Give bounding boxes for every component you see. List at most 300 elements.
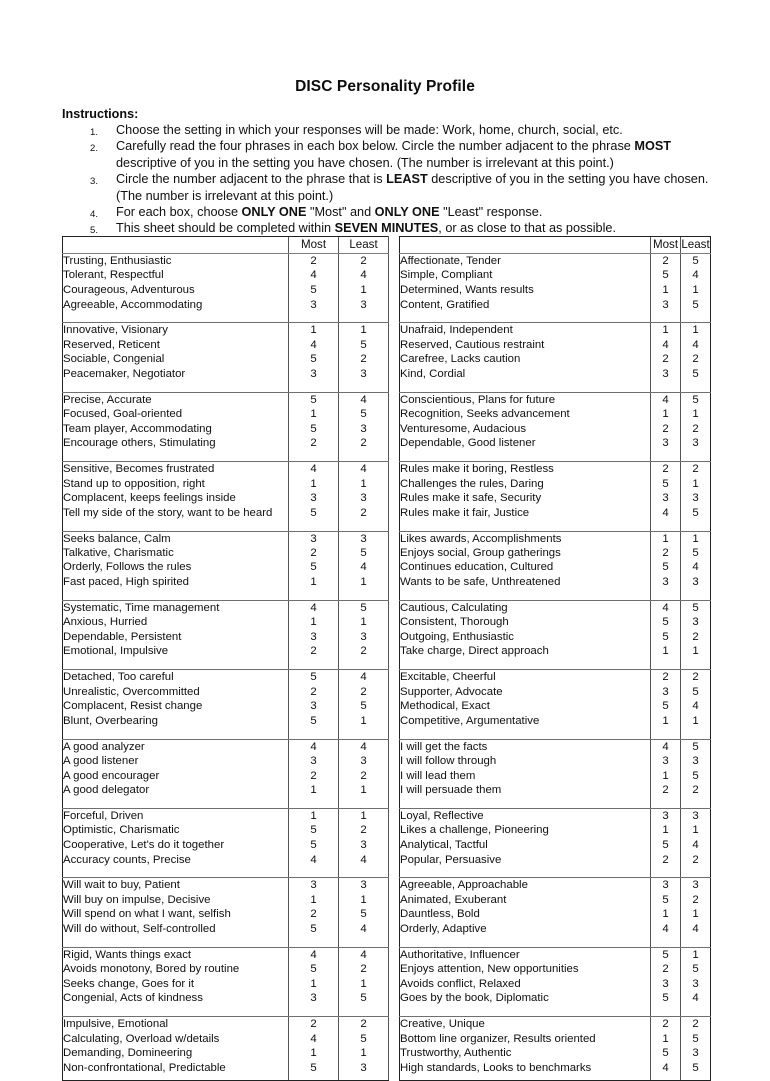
sep-most-right <box>651 589 681 600</box>
most-value-right: 2 <box>651 546 681 561</box>
table-row[interactable] <box>63 283 711 298</box>
row-gap <box>389 407 400 422</box>
least-value-right: 5 <box>681 1060 711 1075</box>
most-value-right: 5 <box>651 892 681 907</box>
sep-gap <box>389 936 400 947</box>
phrase-right: Continues education, Cultured <box>400 560 651 575</box>
least-value-right: 3 <box>681 436 711 451</box>
sep-least-right <box>681 520 711 531</box>
phrase-right: Rules make it safe, Security <box>400 491 651 506</box>
row-gap <box>389 1046 400 1061</box>
table-row[interactable] <box>63 768 711 783</box>
least-value-right: 4 <box>681 337 711 352</box>
table-row[interactable] <box>63 1060 711 1075</box>
phrase-left: Optimistic, Charismatic <box>63 823 289 838</box>
row-gap <box>389 254 400 269</box>
sep-right <box>400 589 651 600</box>
phrase-left: Unrealistic, Overcommitted <box>63 684 289 699</box>
table-row[interactable] <box>63 367 711 382</box>
row-gap <box>389 476 400 491</box>
most-value-right: 5 <box>651 630 681 645</box>
sep-most-right <box>651 936 681 947</box>
phrase-left: Encourage others, Stimulating <box>63 436 289 451</box>
table-row[interactable] <box>63 739 711 754</box>
least-value-left: 1 <box>339 323 389 338</box>
least-value-right: 5 <box>681 1031 711 1046</box>
row-gap <box>389 838 400 853</box>
phrase-left: Team player, Accommodating <box>63 421 289 436</box>
least-value-right: 1 <box>681 531 711 546</box>
group-separator <box>63 1006 711 1017</box>
least-value-right: 2 <box>681 783 711 798</box>
row-gap <box>389 283 400 298</box>
table-row[interactable] <box>63 600 711 615</box>
phrase-right: Outgoing, Enthusiastic <box>400 630 651 645</box>
row-gap <box>389 768 400 783</box>
sep-left <box>63 798 289 809</box>
sep-most-left <box>289 312 339 323</box>
most-value-right: 1 <box>651 1031 681 1046</box>
least-value-right: 4 <box>681 922 711 937</box>
phrase-right: Bottom line organizer, Results oriented <box>400 1031 651 1046</box>
sep-most-right <box>651 728 681 739</box>
sep-right <box>400 936 651 947</box>
most-value-right: 2 <box>651 783 681 798</box>
least-value-left: 4 <box>339 268 389 283</box>
row-gap <box>389 615 400 630</box>
phrase-left: Calculating, Overload w/details <box>63 1031 289 1046</box>
most-value-left: 1 <box>289 1046 339 1061</box>
row-gap <box>389 644 400 659</box>
phrase-left: Rigid, Wants things exact <box>63 947 289 962</box>
table-row[interactable] <box>63 783 711 798</box>
most-value-left: 1 <box>289 476 339 491</box>
most-value-right: 3 <box>651 976 681 991</box>
phrase-right: Affectionate, Tender <box>400 254 651 269</box>
phrase-left: Cooperative, Let's do it together <box>63 838 289 853</box>
phrase-right: Avoids conflict, Relaxed <box>400 976 651 991</box>
table-row[interactable] <box>63 615 711 630</box>
assessment-table-wrapper <box>62 236 710 1081</box>
phrase-left: Seeks change, Goes for it <box>63 976 289 991</box>
least-value-left: 1 <box>339 283 389 298</box>
phrase-left: Non-confrontational, Predictable <box>63 1060 289 1075</box>
most-value-right: 5 <box>651 838 681 853</box>
phrase-right: Content, Gratified <box>400 297 651 312</box>
table-row[interactable] <box>63 392 711 407</box>
phrase-right: Rules make it boring, Restless <box>400 462 651 477</box>
least-value-left: 3 <box>339 630 389 645</box>
most-value-right: 1 <box>651 644 681 659</box>
phrase-left: Complacent, keeps feelings inside <box>63 491 289 506</box>
row-gap <box>389 991 400 1006</box>
table-row[interactable] <box>63 268 711 283</box>
phrase-right: Authoritative, Influencer <box>400 947 651 962</box>
least-value-left: 5 <box>339 991 389 1006</box>
instruction-item-4: For each box, choose ONLY ONE "Most" and ONLY ONE "Least" response. <box>116 205 543 220</box>
row-gap <box>389 491 400 506</box>
least-value-right: 2 <box>681 630 711 645</box>
least-value-right: 5 <box>681 768 711 783</box>
least-value-left: 4 <box>339 852 389 867</box>
least-value-right: 3 <box>681 754 711 769</box>
most-value-left: 2 <box>289 436 339 451</box>
header-most-left: Most <box>289 237 339 254</box>
most-value-left: 5 <box>289 560 339 575</box>
sep-right <box>400 520 651 531</box>
least-value-right: 2 <box>681 352 711 367</box>
table-row[interactable] <box>63 491 711 506</box>
table-row[interactable] <box>63 630 711 645</box>
table-row[interactable] <box>63 462 711 477</box>
sep-most-right <box>651 520 681 531</box>
sep-gap <box>389 381 400 392</box>
most-value-left: 5 <box>289 922 339 937</box>
most-value-left: 2 <box>289 907 339 922</box>
phrase-left: Demanding, Domineering <box>63 1046 289 1061</box>
phrase-right: Loyal, Reflective <box>400 809 651 824</box>
least-value-right: 5 <box>681 392 711 407</box>
most-value-left: 3 <box>289 699 339 714</box>
least-value-left: 5 <box>339 600 389 615</box>
most-value-left: 5 <box>289 962 339 977</box>
least-value-right: 5 <box>681 739 711 754</box>
table-row[interactable] <box>63 476 711 491</box>
phrase-right: Conscientious, Plans for future <box>400 392 651 407</box>
sep-most-left <box>289 659 339 670</box>
header-least-left: Least <box>339 237 389 254</box>
most-value-left: 3 <box>289 491 339 506</box>
phrase-left: Will buy on impulse, Decisive <box>63 892 289 907</box>
most-value-right: 1 <box>651 714 681 729</box>
table-row[interactable] <box>63 962 711 977</box>
phrase-right: Popular, Persuasive <box>400 852 651 867</box>
phrase-right: Enjoys social, Group gatherings <box>400 546 651 561</box>
least-value-left: 1 <box>339 615 389 630</box>
most-value-left: 2 <box>289 768 339 783</box>
least-value-right: 2 <box>681 670 711 685</box>
least-value-left: 1 <box>339 892 389 907</box>
sep-least-left <box>339 1006 389 1017</box>
table-row[interactable] <box>63 254 711 269</box>
sep-least-left <box>339 867 389 878</box>
least-value-right: 3 <box>681 491 711 506</box>
least-value-left: 3 <box>339 297 389 312</box>
sep-most-right <box>651 798 681 809</box>
table-row[interactable] <box>63 754 711 769</box>
phrase-right: I will lead them <box>400 768 651 783</box>
most-value-left: 3 <box>289 367 339 382</box>
least-value-left: 5 <box>339 337 389 352</box>
table-row[interactable] <box>63 505 711 520</box>
least-value-right: 5 <box>681 254 711 269</box>
row-gap <box>389 436 400 451</box>
most-value-left: 4 <box>289 337 339 352</box>
most-value-left: 4 <box>289 462 339 477</box>
phrase-right: Likes a challenge, Pioneering <box>400 823 651 838</box>
sep-left <box>63 451 289 462</box>
table-row[interactable] <box>63 436 711 451</box>
most-value-left: 3 <box>289 531 339 546</box>
least-value-left: 2 <box>339 768 389 783</box>
most-value-right: 3 <box>651 878 681 893</box>
table-row[interactable] <box>63 337 711 352</box>
sep-least-left <box>339 1075 389 1080</box>
row-gap <box>389 352 400 367</box>
table-row[interactable] <box>63 1031 711 1046</box>
least-value-left: 2 <box>339 505 389 520</box>
least-value-left: 2 <box>339 684 389 699</box>
phrase-left: Impulsive, Emotional <box>63 1017 289 1032</box>
row-gap <box>389 962 400 977</box>
table-row[interactable] <box>63 907 711 922</box>
sep-gap <box>389 728 400 739</box>
phrase-right: Likes awards, Accomplishments <box>400 531 651 546</box>
most-value-right: 2 <box>651 670 681 685</box>
row-gap <box>389 1031 400 1046</box>
most-value-left: 5 <box>289 838 339 853</box>
most-value-left: 2 <box>289 546 339 561</box>
sep-least-left <box>339 659 389 670</box>
sep-left <box>63 381 289 392</box>
sep-least-right <box>681 312 711 323</box>
most-value-right: 3 <box>651 575 681 590</box>
most-value-left: 5 <box>289 670 339 685</box>
most-value-right: 1 <box>651 823 681 838</box>
most-value-left: 5 <box>289 421 339 436</box>
least-value-left: 4 <box>339 947 389 962</box>
least-value-right: 5 <box>681 297 711 312</box>
table-row[interactable] <box>63 323 711 338</box>
most-value-right: 5 <box>651 476 681 491</box>
instructions-section <box>0 107 770 237</box>
table-row[interactable] <box>63 1046 711 1061</box>
row-gap <box>389 297 400 312</box>
sep-least-right <box>681 867 711 878</box>
table-row[interactable] <box>63 560 711 575</box>
sep-gap <box>389 312 400 323</box>
sep-left <box>63 312 289 323</box>
sep-left <box>63 936 289 947</box>
phrase-right: Enjoys attention, New opportunities <box>400 962 651 977</box>
table-row[interactable] <box>63 699 711 714</box>
least-value-left: 5 <box>339 699 389 714</box>
sep-left <box>63 589 289 600</box>
phrase-right: Take charge, Direct approach <box>400 644 651 659</box>
sep-least-left <box>339 589 389 600</box>
phrase-left: Peacemaker, Negotiator <box>63 367 289 382</box>
most-value-right: 3 <box>651 491 681 506</box>
sep-right <box>400 1075 651 1080</box>
sep-left <box>63 1006 289 1017</box>
least-value-left: 5 <box>339 1031 389 1046</box>
phrase-left: Reserved, Reticent <box>63 337 289 352</box>
sep-most-left <box>289 867 339 878</box>
group-separator <box>63 798 711 809</box>
least-value-right: 2 <box>681 852 711 867</box>
phrase-right: Goes by the book, Diplomatic <box>400 991 651 1006</box>
table-bottom-edge <box>63 1075 711 1080</box>
sep-most-left <box>289 589 339 600</box>
least-value-right: 1 <box>681 907 711 922</box>
group-separator <box>63 659 711 670</box>
table-row[interactable] <box>63 922 711 937</box>
most-value-right: 1 <box>651 323 681 338</box>
most-value-right: 1 <box>651 907 681 922</box>
table-row[interactable] <box>63 823 711 838</box>
row-gap <box>389 852 400 867</box>
table-row[interactable] <box>63 892 711 907</box>
sep-least-right <box>681 381 711 392</box>
table-row[interactable] <box>63 947 711 962</box>
phrase-left: Tell my side of the story, want to be heard <box>63 505 289 520</box>
sep-most-right <box>651 451 681 462</box>
least-value-left: 2 <box>339 644 389 659</box>
phrase-left: Focused, Goal-oriented <box>63 407 289 422</box>
least-value-right: 5 <box>681 505 711 520</box>
instruction-item-5: This sheet should be completed within SEVEN MINUTES, or as close to that as possible. <box>116 221 616 236</box>
most-value-left: 1 <box>289 892 339 907</box>
most-value-left: 4 <box>289 852 339 867</box>
table-row[interactable] <box>63 991 711 1006</box>
table-row[interactable] <box>63 809 711 824</box>
most-value-left: 4 <box>289 947 339 962</box>
table-row[interactable] <box>63 644 711 659</box>
most-value-right: 5 <box>651 1046 681 1061</box>
most-value-left: 4 <box>289 600 339 615</box>
least-value-right: 1 <box>681 714 711 729</box>
most-value-right: 1 <box>651 407 681 422</box>
header-phrase-right-blank <box>400 237 651 254</box>
table-row[interactable] <box>63 684 711 699</box>
sep-most-left <box>289 798 339 809</box>
least-value-right: 3 <box>681 1046 711 1061</box>
table-row[interactable] <box>63 852 711 867</box>
sep-least-right <box>681 451 711 462</box>
most-value-left: 2 <box>289 644 339 659</box>
table-row[interactable] <box>63 407 711 422</box>
least-value-right: 5 <box>681 962 711 977</box>
table-row[interactable] <box>63 976 711 991</box>
phrase-left: Tolerant, Respectful <box>63 268 289 283</box>
least-value-left: 3 <box>339 367 389 382</box>
phrase-left: Fast paced, High spirited <box>63 575 289 590</box>
least-value-left: 2 <box>339 823 389 838</box>
phrase-left: Emotional, Impulsive <box>63 644 289 659</box>
most-value-right: 2 <box>651 421 681 436</box>
most-value-left: 2 <box>289 254 339 269</box>
header-gap <box>389 237 400 254</box>
sep-left <box>63 728 289 739</box>
table-row[interactable] <box>63 838 711 853</box>
table-row[interactable] <box>63 546 711 561</box>
least-value-right: 1 <box>681 947 711 962</box>
most-value-left: 3 <box>289 630 339 645</box>
most-value-right: 3 <box>651 684 681 699</box>
sep-least-right <box>681 659 711 670</box>
most-value-right: 5 <box>651 560 681 575</box>
least-value-right: 1 <box>681 407 711 422</box>
most-value-left: 3 <box>289 297 339 312</box>
most-value-left: 3 <box>289 754 339 769</box>
phrase-left: Talkative, Charismatic <box>63 546 289 561</box>
sep-right <box>400 867 651 878</box>
sep-least-left <box>339 312 389 323</box>
instruction-item-3: Circle the number adjacent to the phrase that is LEAST descriptive of you in the setting you have chosen. (The number is irrelevant at this point.) <box>116 172 709 203</box>
least-value-left: 3 <box>339 421 389 436</box>
least-value-right: 1 <box>681 323 711 338</box>
least-value-left: 3 <box>339 1060 389 1075</box>
most-value-right: 5 <box>651 615 681 630</box>
most-value-right: 2 <box>651 1017 681 1032</box>
phrase-right: Determined, Wants results <box>400 283 651 298</box>
table-row[interactable] <box>63 352 711 367</box>
phrase-right: Carefree, Lacks caution <box>400 352 651 367</box>
row-gap <box>389 421 400 436</box>
phrase-right: Unafraid, Independent <box>400 323 651 338</box>
table-row[interactable] <box>63 297 711 312</box>
sep-least-left <box>339 728 389 739</box>
sep-most-left <box>289 381 339 392</box>
most-value-right: 3 <box>651 809 681 824</box>
phrase-right: Kind, Cordial <box>400 367 651 382</box>
most-value-left: 4 <box>289 268 339 283</box>
row-gap <box>389 630 400 645</box>
sep-most-right <box>651 867 681 878</box>
table-row[interactable] <box>63 878 711 893</box>
sep-least-right <box>681 936 711 947</box>
phrase-left: Trusting, Enthusiastic <box>63 254 289 269</box>
most-value-right: 4 <box>651 600 681 615</box>
phrase-left: Dependable, Persistent <box>63 630 289 645</box>
table-row[interactable] <box>63 714 711 729</box>
phrase-left: Courageous, Adventurous <box>63 283 289 298</box>
least-value-right: 4 <box>681 268 711 283</box>
most-value-left: 2 <box>289 684 339 699</box>
table-row[interactable] <box>63 575 711 590</box>
phrase-left: Will wait to buy, Patient <box>63 878 289 893</box>
most-value-right: 5 <box>651 268 681 283</box>
row-gap <box>389 505 400 520</box>
phrase-right: Trustworthy, Authentic <box>400 1046 651 1061</box>
most-value-left: 1 <box>289 809 339 824</box>
row-gap <box>389 367 400 382</box>
most-value-left: 3 <box>289 991 339 1006</box>
row-gap <box>389 907 400 922</box>
phrase-left: Stand up to opposition, right <box>63 476 289 491</box>
least-value-right: 3 <box>681 809 711 824</box>
table-row[interactable] <box>63 531 711 546</box>
phrase-left: Seeks balance, Calm <box>63 531 289 546</box>
least-value-left: 1 <box>339 575 389 590</box>
table-row[interactable] <box>63 670 711 685</box>
row-gap <box>389 575 400 590</box>
phrase-right: High standards, Looks to benchmarks <box>400 1060 651 1075</box>
instructions-heading: Instructions: <box>62 107 139 121</box>
most-value-left: 4 <box>289 739 339 754</box>
least-value-left: 3 <box>339 838 389 853</box>
most-value-right: 4 <box>651 392 681 407</box>
least-value-right: 4 <box>681 699 711 714</box>
table-row[interactable] <box>63 421 711 436</box>
phrase-right: Dependable, Good listener <box>400 436 651 451</box>
least-value-right: 2 <box>681 1017 711 1032</box>
least-value-right: 5 <box>681 684 711 699</box>
sep-gap <box>389 451 400 462</box>
least-value-right: 4 <box>681 838 711 853</box>
row-gap <box>389 560 400 575</box>
most-value-right: 5 <box>651 991 681 1006</box>
